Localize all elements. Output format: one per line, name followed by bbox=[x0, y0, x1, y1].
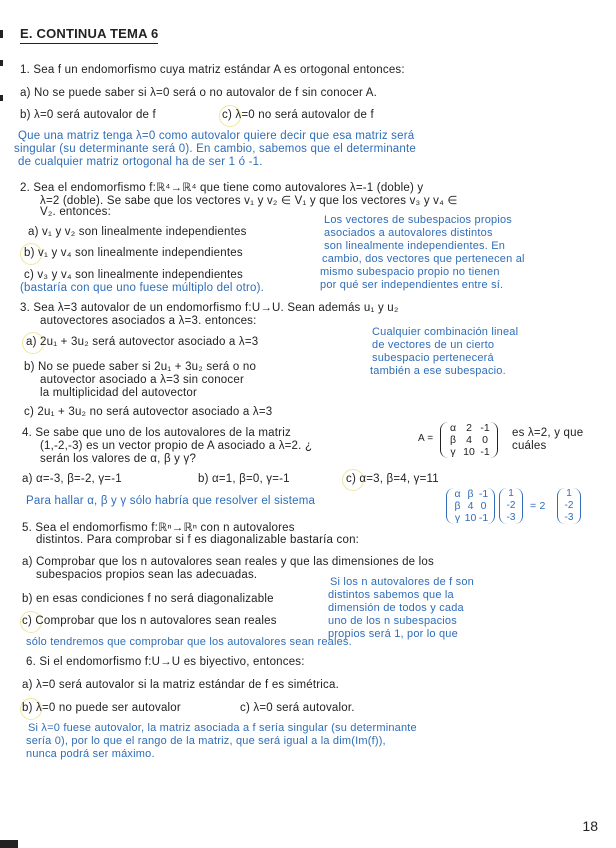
page-title: E. CONTINUA TEMA 6 bbox=[20, 26, 158, 44]
edge-mark bbox=[0, 95, 3, 101]
q1-question: 1. Sea f un endomorfismo cuya matriz estándar A es ortogonal entonces: bbox=[20, 64, 405, 76]
q3-note: de vectores de un cierto bbox=[372, 339, 495, 351]
vector-cell: 1 bbox=[566, 488, 572, 499]
q6-note: Si λ=0 fuese autovalor, la matriz asociada a f sería singular (su determinante bbox=[28, 722, 417, 734]
matrix-cell: α bbox=[454, 488, 461, 500]
matrix-a bbox=[440, 422, 498, 458]
system-equals: = 2 bbox=[530, 500, 546, 512]
matrix-cell: α bbox=[449, 422, 457, 434]
matrix-cell: -1 bbox=[478, 488, 489, 500]
q4-question-tail: es λ=2, y que bbox=[512, 427, 584, 439]
matrix-cell: 4 bbox=[467, 500, 474, 512]
q3-question: autovectores asociados a λ=3. entonces: bbox=[40, 315, 257, 327]
matrix-cell: 4 bbox=[466, 434, 472, 446]
matrix-label: A = bbox=[418, 433, 434, 444]
q1-note: Que una matriz tenga λ=0 como autovalor quiere decir que esa matriz será bbox=[18, 130, 415, 142]
q5-note: Si los n autovalores de f son bbox=[330, 576, 474, 588]
edge-mark bbox=[0, 30, 3, 38]
q6-note: nunca podrá ser máximo. bbox=[26, 748, 155, 760]
q2-note: asociados a autovalores distintos bbox=[324, 227, 493, 239]
q4-question: serán los valores de α, β y γ? bbox=[40, 453, 197, 465]
q2-note: por qué ser independientes entre sí. bbox=[320, 279, 504, 291]
vector-cell: -2 bbox=[506, 500, 516, 511]
system-vector bbox=[499, 488, 523, 524]
q1-option-a: a) No se puede saber si λ=0 será o no autovalor de f sin conocer A. bbox=[20, 87, 378, 99]
matrix-cell: -1 bbox=[478, 512, 489, 524]
q2-option-a: a) v₁ y v₂ son linealmente independientes bbox=[28, 226, 247, 238]
q4-option-b: b) α=1, β=0, γ=-1 bbox=[198, 473, 290, 485]
q6-option-a: a) λ=0 será autovalor si la matriz estándar de f es simétrica. bbox=[22, 679, 339, 691]
q5-option-b: b) en esas condiciones f no será diagonalizable bbox=[22, 593, 274, 605]
page-number: 18 bbox=[582, 818, 598, 834]
q3-option-b: la multiplicidad del autovector bbox=[40, 387, 198, 399]
vector-cell: -3 bbox=[506, 512, 516, 523]
matrix-cell: 0 bbox=[482, 434, 488, 446]
q4-option-c: c) α=3, β=4, γ=11 bbox=[346, 473, 439, 485]
q2-question: 2. Sea el endomorfismo f:ℝ⁴→ℝ⁴ que tiene como autovalores λ=-1 (doble) y bbox=[20, 182, 424, 194]
q3-option-b: b) No se puede saber si 2u₁ + 3u₂ será o no bbox=[24, 361, 257, 373]
q4-question: 4. Se sabe que uno de los autovalores de la matriz bbox=[22, 427, 291, 439]
q6-option-c: c) λ=0 será autovalor. bbox=[240, 702, 355, 714]
system-matrix bbox=[446, 488, 495, 524]
q3-option-a: a) 2u₁ + 3u₂ será autovector asociado a λ=3 bbox=[26, 336, 259, 348]
q4-option-a: a) α=-3, β=-2, γ=-1 bbox=[22, 473, 122, 485]
matrix-cell: γ bbox=[454, 512, 461, 524]
q5-option-a: subespacios propios sean las adecuadas. bbox=[36, 569, 258, 581]
matrix-cell: β bbox=[467, 488, 474, 500]
q3-option-b: autovector asociado a λ=3 sin conocer bbox=[40, 374, 244, 386]
q3-note: también a ese subespacio. bbox=[370, 365, 506, 377]
q2-question: V₂. entonces: bbox=[40, 206, 111, 218]
q4-question-tail: cuáles bbox=[512, 440, 547, 452]
q2-note: mismo subespacio propio no tienen bbox=[320, 266, 500, 278]
q5-note: propios será 1, por lo que bbox=[328, 628, 458, 640]
matrix-cell: 10 bbox=[464, 512, 477, 524]
q1-option-c: c) λ=0 no será autovalor de f bbox=[222, 109, 374, 121]
q2-note: son linealmente independientes. En bbox=[324, 240, 506, 252]
vector-cell: 1 bbox=[508, 488, 514, 499]
q1-note: de cualquier matriz ortogonal ha de ser 1 ó -1. bbox=[18, 156, 263, 168]
q3-note: Cualquier combinación lineal bbox=[372, 326, 519, 338]
vector-cell: -2 bbox=[564, 500, 574, 511]
q6-note: sería 0), por lo que el rango de la matriz, que será igual a la dim(Im(f)), bbox=[26, 735, 386, 747]
q3-note: subespacio pertenecerá bbox=[372, 352, 494, 364]
q4-note: Para hallar α, β y γ sólo habría que resolver el sistema bbox=[26, 495, 316, 507]
q6-option-b: b) λ=0 no puede ser autovalor bbox=[22, 702, 181, 714]
matrix-cell: 2 bbox=[466, 422, 472, 434]
system-rhs bbox=[557, 488, 581, 524]
matrix-cell: β bbox=[449, 434, 457, 446]
q3-option-c: c) 2u₁ + 3u₂ no será autovector asociado a λ=3 bbox=[24, 406, 273, 418]
matrix-cell: 0 bbox=[480, 500, 487, 512]
q5-question: 5. Sea el endomorfismo f:ℝⁿ→ℝⁿ con n autovalores bbox=[22, 522, 295, 534]
q1-note: singular (su determinante será 0). En cambio, sabemos que el determinante bbox=[14, 143, 416, 155]
q5-note: distintos sabemos que la bbox=[328, 589, 454, 601]
q3-question: 3. Sea λ=3 autovalor de un endomorfismo f:U→U. Sean además u₁ y u₂ bbox=[20, 302, 399, 314]
q5-note-2: sólo tendremos que comprobar que los autovalores sean reales. bbox=[26, 636, 352, 648]
edge-mark bbox=[0, 840, 18, 848]
matrix-cell: β bbox=[454, 500, 461, 512]
q1-option-b: b) λ=0 será autovalor de f bbox=[20, 109, 156, 121]
vector-cell: -3 bbox=[564, 512, 574, 523]
q2-note: Los vectores de subespacios propios bbox=[324, 214, 512, 226]
q2-question: λ=2 (doble). Se sabe que los vectores v₁ y v₂ ∈ V₁ y que los vectores v₃ y v₄ ∈ bbox=[40, 195, 458, 207]
q5-note: dimensión de todos y cada bbox=[328, 602, 464, 614]
q6-question: 6. Si el endomorfismo f:U→U es biyectivo, entonces: bbox=[26, 656, 305, 668]
q5-question: distintos. Para comprobar si f es diagonalizable bastaría con: bbox=[36, 534, 360, 546]
q2-note: cambio, dos vectores que pertenecen al bbox=[322, 253, 525, 265]
q2-option-b: b) v₁ y v₄ son linealmente independientes bbox=[24, 247, 243, 259]
matrix-cell: γ bbox=[450, 446, 456, 458]
q2-note-2: (bastaría con que uno fuese múltiplo del otro). bbox=[20, 282, 265, 294]
matrix-cell: -1 bbox=[480, 422, 490, 434]
q4-question: (1,-2,-3) es un vector propio de A asociado a λ=2. ¿ bbox=[40, 440, 313, 452]
matrix-cell: -1 bbox=[480, 446, 490, 458]
q5-option-c: c) Comprobar que los n autovalores sean reales bbox=[22, 615, 277, 627]
q5-option-a: a) Comprobar que los n autovalores sean reales y que las dimensiones de los bbox=[22, 556, 434, 568]
q5-note: uno de los n subespacios bbox=[328, 615, 457, 627]
matrix-cell: 10 bbox=[463, 446, 475, 458]
edge-mark bbox=[0, 60, 3, 66]
q2-option-c: c) v₃ y v₄ son linealmente independientes bbox=[24, 269, 243, 281]
